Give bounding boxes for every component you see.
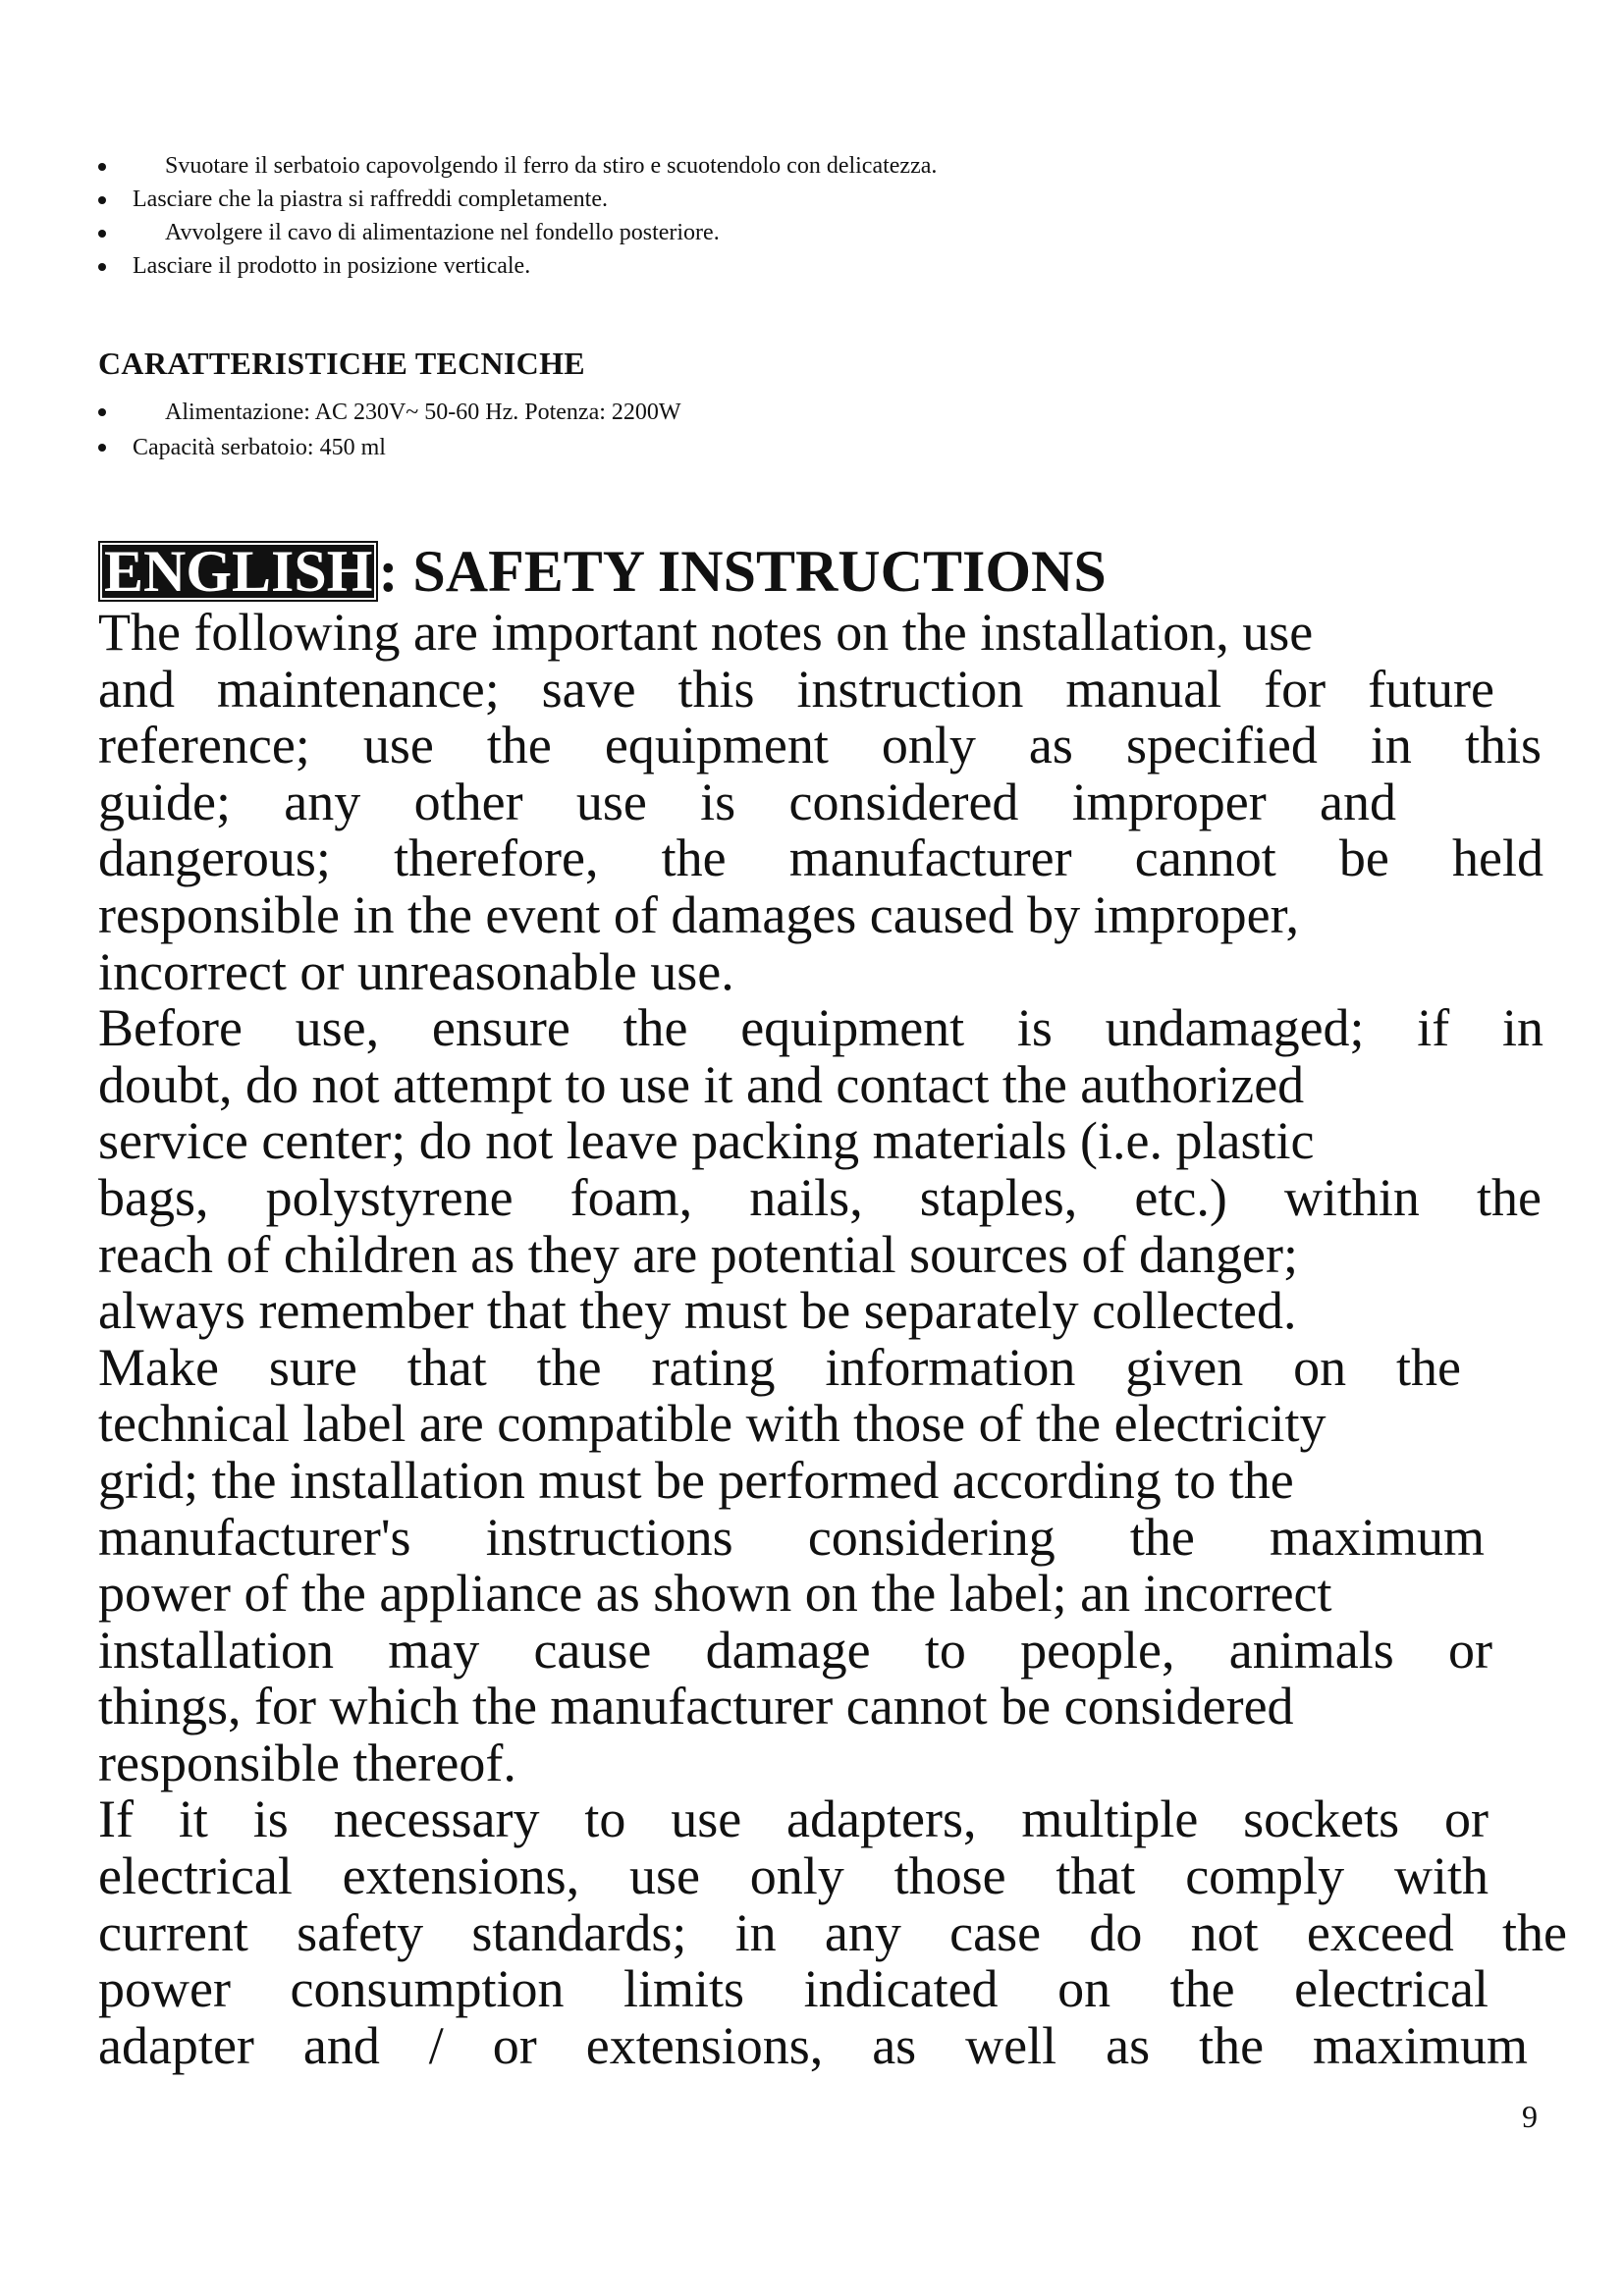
body-line: Before use, ensure the equipment is undamaged; if in bbox=[98, 998, 1543, 1058]
list-item-text: Lasciare che la piastra si raffreddi completamente. bbox=[133, 187, 608, 212]
language-badge: ENGLISH bbox=[98, 541, 378, 602]
list-item-text: Avvolgere il cavo di alimentazione nel fondello posteriore. bbox=[165, 220, 720, 245]
safety-instructions-body bbox=[98, 603, 1567, 2075]
body-line: adapter and / or extensions, as well as the maximum bbox=[98, 2015, 1528, 2075]
body-line: responsible in the event of damages caused by improper, bbox=[98, 884, 1299, 944]
body-line: grid; the installation must be performed according to the bbox=[98, 1450, 1294, 1510]
bullet-icon bbox=[98, 263, 106, 271]
body-line: technical label are compatible with those of the electricity bbox=[98, 1394, 1326, 1454]
body-line: dangerous; therefore, the manufacturer cannot be held bbox=[98, 828, 1543, 888]
body-line: The following are important notes on the installation, use bbox=[98, 603, 1314, 662]
bullet-icon bbox=[98, 230, 106, 238]
page-number: 9 bbox=[1522, 2099, 1538, 2134]
body-line: doubt, do not attempt to use it and contact the authorized bbox=[98, 1054, 1305, 1114]
body-line: installation may cause damage to people, animals or bbox=[98, 1620, 1492, 1680]
list-item-text: Capacità serbatoio: 450 ml bbox=[133, 435, 386, 460]
body-line: things, for which the manufacturer cannot be considered bbox=[98, 1677, 1294, 1736]
body-line: guide; any other use is considered improper and bbox=[98, 772, 1396, 831]
body-line: always remember that they must be separately collected. bbox=[98, 1281, 1297, 1341]
list-item-text: Lasciare il prodotto in posizione verticale. bbox=[133, 253, 531, 279]
body-line: If it is necessary to use adapters, multiple sockets or bbox=[98, 1789, 1489, 1849]
list-item bbox=[98, 149, 1473, 183]
bullet-icon bbox=[98, 196, 106, 204]
bullet-icon bbox=[98, 163, 106, 171]
list-item bbox=[98, 249, 1473, 283]
section-title: : SAFETY INSTRUCTIONS bbox=[378, 539, 1107, 604]
body-line: and maintenance; save this instruction manual for future bbox=[98, 659, 1494, 719]
section-heading bbox=[98, 538, 1107, 605]
list-item bbox=[98, 183, 1473, 216]
list-item-text: Alimentazione: AC 230V~ 50-60 Hz. Potenza: 2200W bbox=[165, 400, 681, 425]
list-item-text: Svuotare il serbatoio capovolgendo il ferro da stiro e scuotendolo con delicatezza. bbox=[165, 153, 938, 179]
bullet-icon bbox=[98, 408, 106, 416]
italian-bullet-list bbox=[98, 149, 1473, 283]
bullet-icon bbox=[98, 444, 106, 452]
body-line: reference; use the equipment only as specified in this bbox=[98, 716, 1542, 775]
body-line: incorrect or unreasonable use. bbox=[98, 941, 734, 1001]
list-item bbox=[98, 216, 1473, 249]
body-line: power consumption limits indicated on the electrical bbox=[98, 1959, 1489, 2019]
body-line: bags, polystyrene foam, nails, staples, etc.) within the bbox=[98, 1167, 1542, 1227]
body-line: Make sure that the rating information given on the bbox=[98, 1337, 1461, 1397]
body-line: power of the appliance as shown on the label; an incorrect bbox=[98, 1564, 1332, 1624]
body-line: reach of children as they are potential sources of danger; bbox=[98, 1224, 1298, 1284]
specs-heading: CARATTERISTICHE TECNICHE bbox=[98, 346, 585, 381]
body-line: current safety standards; in any case do not exceed the bbox=[98, 1902, 1567, 1962]
body-line: service center; do not leave packing materials (i.e. plastic bbox=[98, 1111, 1315, 1171]
body-line: manufacturer's instructions considering the maximum bbox=[98, 1507, 1485, 1567]
body-line: electrical extensions, use only those that comply with bbox=[98, 1846, 1489, 1906]
body-line: responsible thereof. bbox=[98, 1733, 516, 1792]
